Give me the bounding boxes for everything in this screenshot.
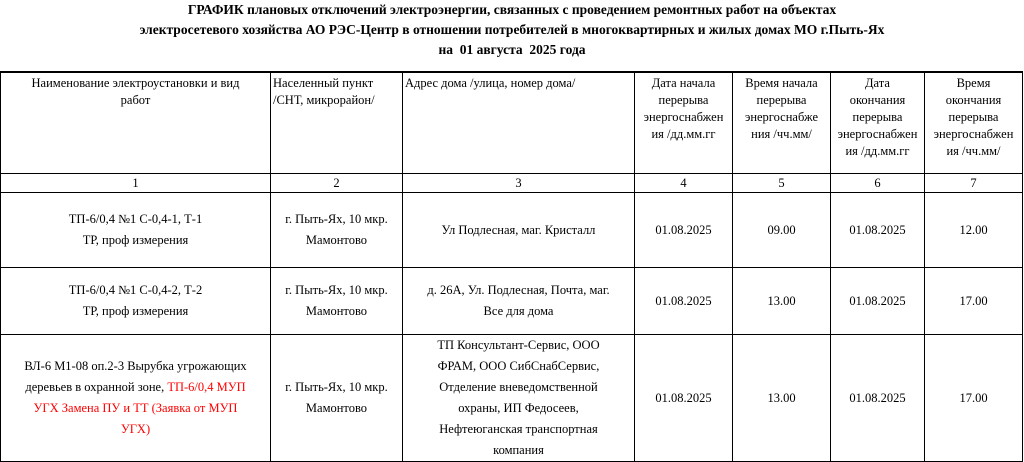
cell-start-time: 13.00 xyxy=(733,335,831,462)
column-number: 7 xyxy=(925,174,1023,193)
cell-settlement: г. Пыть-Ях, 10 мкр. Мамонтово xyxy=(271,193,403,268)
cell-address: Ул Подлесная, маг. Кристалл xyxy=(403,193,635,268)
work-text: деревьев в охранной зоне, xyxy=(25,380,168,394)
header-start-date: Дата начала перерыва энергоснабжен ия /дд.мм.гг xyxy=(635,72,733,174)
header-end-date: Дата окончания перерыва энергоснабжен ия /дд.мм.гг xyxy=(831,72,925,174)
outage-schedule-table xyxy=(0,71,1023,462)
cell-start-date: 01.08.2025 xyxy=(635,268,733,335)
work-highlight-text: ТП-6/0,4 МУП xyxy=(167,380,246,394)
title-line-3: на 01 августа 2025 года xyxy=(438,42,586,57)
cell-start-date: 01.08.2025 xyxy=(635,335,733,462)
cell-end-time: 12.00 xyxy=(925,193,1023,268)
document-title xyxy=(0,0,1024,60)
cell-settlement: г. Пыть-Ях, 10 мкр. Мамонтово xyxy=(271,335,403,462)
cell-end-time: 17.00 xyxy=(925,268,1023,335)
work-highlight-text: УГХ) xyxy=(120,422,151,436)
cell-start-time: 09.00 xyxy=(733,193,831,268)
header-end-time: Время окончания перерыва энергоснабжен ия /чч.мм/ xyxy=(925,72,1023,174)
title-line-1: ГРАФИК плановых отключений электроэнергии, связанных с проведением ремонтных работ на объектах xyxy=(187,2,837,17)
header-start-time: Время начала перерыва энергоснабже ния /чч.мм/ xyxy=(733,72,831,174)
work-highlight-text: УГХ Замена ПУ и ТТ (Заявка от МУП xyxy=(33,401,238,415)
header-work: Наименование электроустановки и вид работ xyxy=(1,72,271,174)
cell-end-date: 01.08.2025 xyxy=(831,335,925,462)
header-address: Адрес дома /улица, номер дома/ xyxy=(403,72,635,174)
header-settlement: Населенный пункт /СНТ, микрорайон/ xyxy=(271,72,403,174)
table-row xyxy=(1,268,1023,335)
cell-work: ВЛ-6 М1-08 оп.2-3 Вырубка угрожающих деревьев в охранной зоне, ТП-6/0,4 МУП УГХ Замена ПУ и ТТ (Заявка от МУП УГХ) xyxy=(1,335,271,462)
cell-start-time: 13.00 xyxy=(733,268,831,335)
column-number: 3 xyxy=(403,174,635,193)
cell-address: ТП Консультант-Сервис, ООО ФРАМ, ООО СибСнабСервис, Отделение вневедомственной охраны, ИП Федосеев, Нефтеюганская транспортная компания xyxy=(403,335,635,462)
title-line-2: электросетевого хозяйства АО РЭС-Центр в отношении потребителей в многоквартирных и жилых домах МО г.Пыть-Ях xyxy=(139,22,885,37)
table-row xyxy=(1,193,1023,268)
column-number-row xyxy=(1,174,1023,193)
cell-end-date: 01.08.2025 xyxy=(831,268,925,335)
cell-end-time: 17.00 xyxy=(925,335,1023,462)
cell-end-date: 01.08.2025 xyxy=(831,193,925,268)
table-row xyxy=(1,335,1023,462)
column-number: 6 xyxy=(831,174,925,193)
column-number: 5 xyxy=(733,174,831,193)
column-number: 2 xyxy=(271,174,403,193)
table-header-row xyxy=(1,72,1023,174)
cell-work: ТП-6/0,4 №1 С-0,4-1, Т-1 ТР, проф измерения xyxy=(1,193,271,268)
column-number: 1 xyxy=(1,174,271,193)
cell-settlement: г. Пыть-Ях, 10 мкр. Мамонтово xyxy=(271,268,403,335)
cell-work: ТП-6/0,4 №1 С-0,4-2, Т-2 ТР, проф измерения xyxy=(1,268,271,335)
cell-start-date: 01.08.2025 xyxy=(635,193,733,268)
cell-address: д. 26А, Ул. Подлесная, Почта, маг. Все для дома xyxy=(403,268,635,335)
column-number: 4 xyxy=(635,174,733,193)
